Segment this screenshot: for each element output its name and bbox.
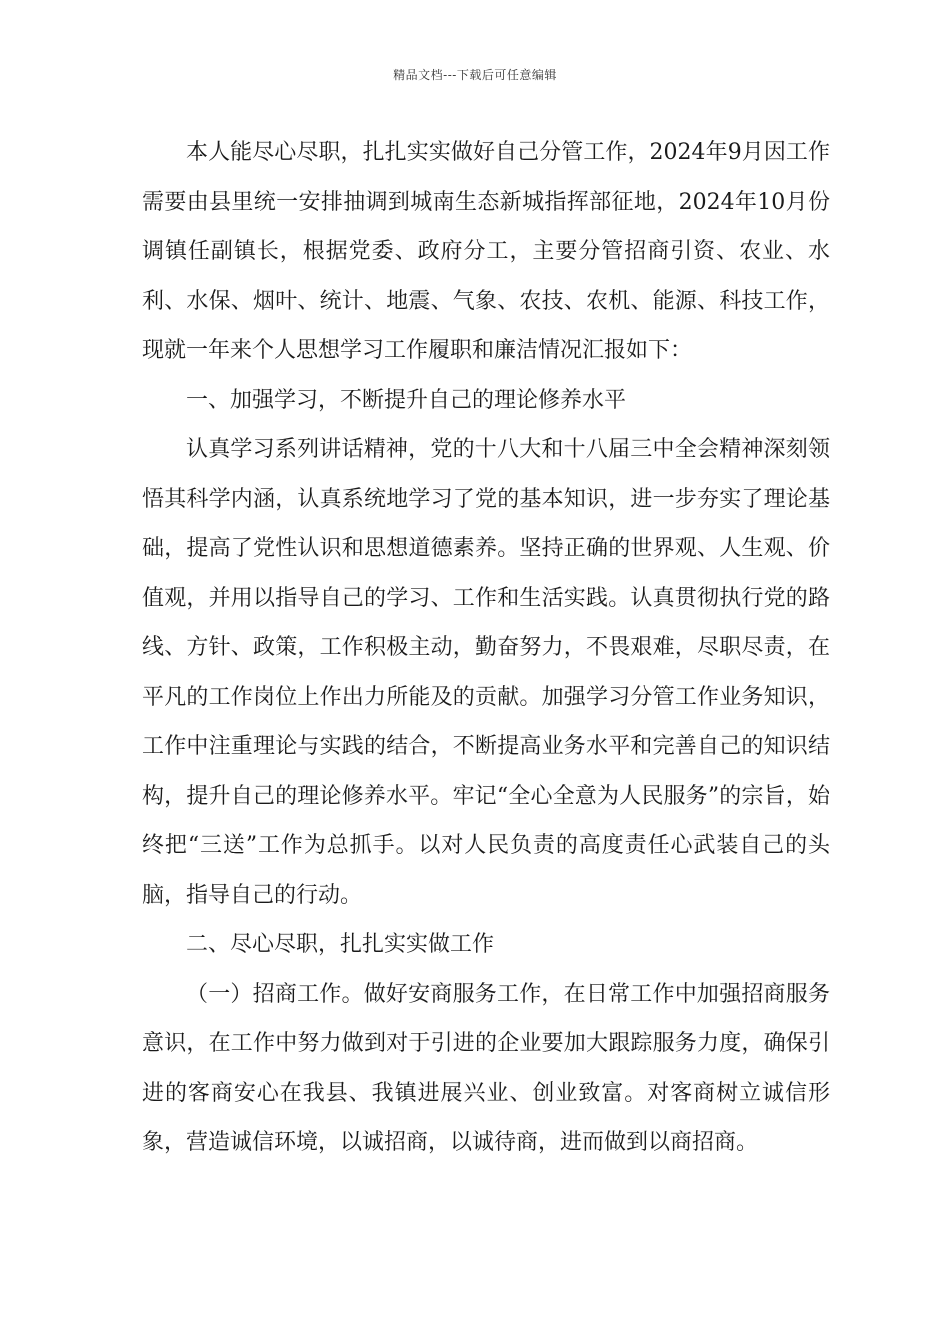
intro-paragraph: 本人能尽心尽职，扎扎实实做好自己分管工作，2024年9月因工作需要由县里统一安排抽调到城南生态新城指挥部征地，2024年10月份调镇任副镇长，根据党委、政府分工，主要分管招商引资、农业、水利、水保、烟叶、统计、地震、气象、农技、农机、能源、科技工作，现就一年来个人思想学习工作履职和廉洁情况汇报如下： xyxy=(142,140,830,363)
section-heading-1: 一、加强学习，不断提升自己的理论修养水平 xyxy=(186,387,627,413)
page-header: 精品文档---下载后可任意编辑 xyxy=(393,68,557,82)
document-body xyxy=(142,128,830,1168)
subsection-1-paragraph: （一）招商工作。做好安商服务工作，在日常工作中加强招商服务意识，在工作中努力做到对于引进的企业要加大跟踪服务力度，确保引进的客商安心在我县、我镇进展兴业、创业致富。对客商树立诚信形象，营造诚信环境，以诚招商，以诚待商，进而做到以商招商。 xyxy=(142,981,830,1155)
section-heading-2: 二、尽心尽职，扎扎实实做工作 xyxy=(186,932,495,957)
section-1-paragraph: 认真学习系列讲话精神，党的十八大和十八届三中全会精神深刻领悟其科学内涵，认真系统地学习了党的基本知识，进一步夯实了理论基础，提高了党性认识和思想道德素养。坚持正确的世界观、人生观、价值观，并用以指导自己的学习、工作和生活实践。认真贯彻执行党的路线、方针、政策，工作积极主动，勤奋努力，不畏艰难，尽职尽责，在平凡的工作岗位上作出力所能及的贡献。加强学习分管工作业务知识，工作中注重理论与实践的结合，不断提高业务水平和完善自己的知识结构，提升自己的理论修养水平。牢记“全心全意为人民服务”的宗旨，始终把“三送”工作为总抓手。以对人民负责的高度责任心武装自己的头脑，指导自己的行动。 xyxy=(142,437,830,908)
